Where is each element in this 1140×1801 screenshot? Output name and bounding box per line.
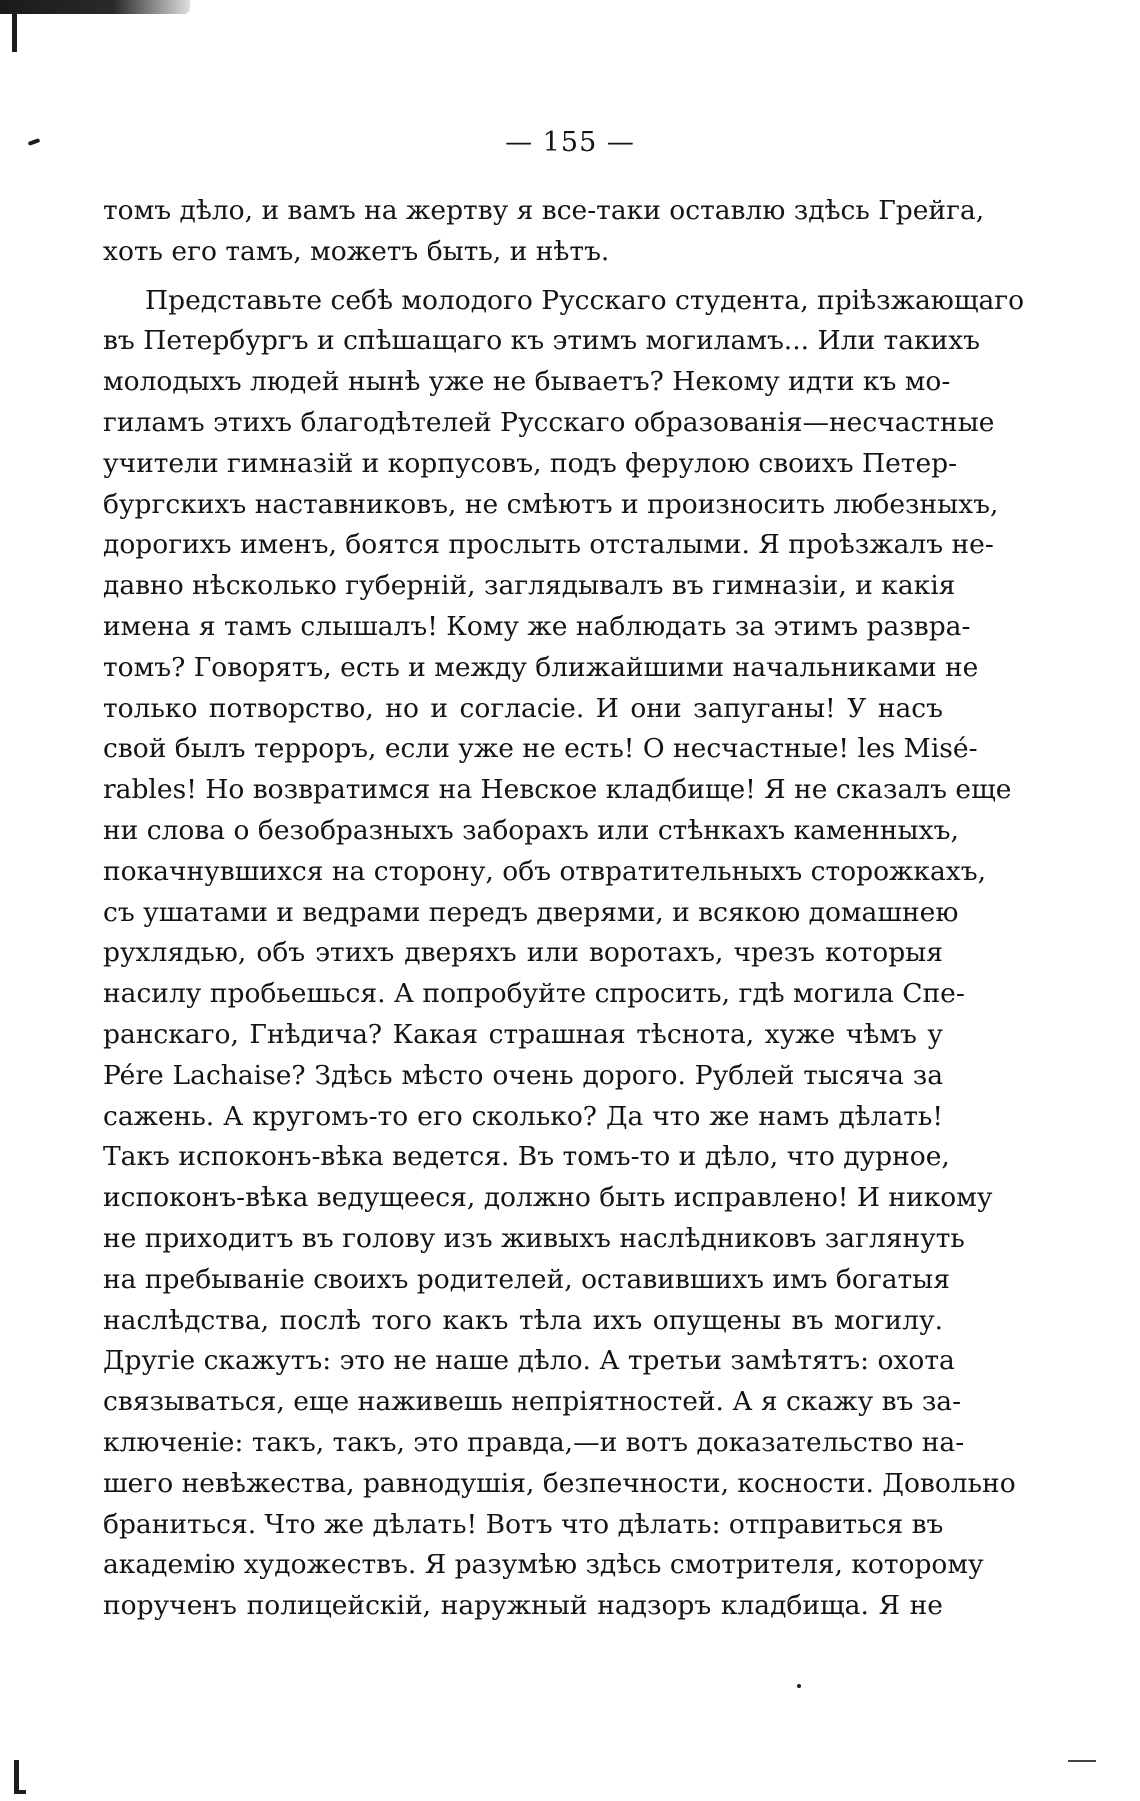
text-line: учители гимназій и корпусовъ, подъ ферулою своихъ Петер- xyxy=(103,447,958,479)
text-line: браниться. Что же дѣлать! Вотъ что дѣлать: отправиться въ xyxy=(103,1508,944,1540)
text-line: связываться, еще наживешь непріятностей. А я скажу въ за- xyxy=(103,1386,962,1418)
text-line: хоть его тамъ, можетъ быть, и нѣтъ. xyxy=(103,235,610,267)
text-line: Представьте себѣ молодого Русскаго студента, пріѣзжающаго xyxy=(145,284,1025,316)
text-line: порученъ полицейскій, наружный надзоръ кладбища. Я не xyxy=(103,1590,943,1622)
text-line: Такъ испоконъ-вѣка ведется. Въ томъ-то и дѣло, что дурное, xyxy=(103,1141,950,1173)
scan-edge-mark xyxy=(14,1760,19,1794)
paragraph xyxy=(103,281,1025,1627)
text-line: томъ дѣло, и вамъ на жертву я все-таки оставлю здѣсь Грейга, xyxy=(103,195,985,226)
text-line: Другіе скажутъ: это не наше дѣло. А третьи замѣтятъ: охота xyxy=(103,1345,955,1377)
text-line: давно нѣсколько губерній, заглядывалъ въ гимназіи, и какія xyxy=(103,570,956,602)
scan-edge-mark xyxy=(0,0,190,14)
text-line: дорогихъ именъ, боятся прослыть отсталыми. Я проѣзжалъ не- xyxy=(103,529,994,561)
text-line: ни слова о безобразныхъ заборахъ или стѣнкахъ каменныхъ, xyxy=(103,814,959,846)
text-line: rables! Но возвратимся на Невское кладбище! Я не сказалъ еще xyxy=(103,774,1012,806)
text-line: ранскаго, Гнѣдича? Какая страшная тѣснота, хуже чѣмъ у xyxy=(103,1018,943,1050)
text-line: ключеніе: такъ, такъ, это правда,—и вотъ доказательство на- xyxy=(103,1426,965,1458)
text-line: академію художествъ. Я разумѣю здѣсь смотрителя, которому xyxy=(103,1549,984,1581)
text-line: въ Петербургъ и спѣшащаго къ этимъ могиламъ... Или такихъ xyxy=(103,325,981,357)
text-line: бургскихъ наставниковъ, не смѣютъ и произносить любезныхъ, xyxy=(103,488,999,520)
body-text xyxy=(103,191,1025,1627)
text-line: сажень. А кругомъ-то его сколько? Да что же намъ дѣлать! xyxy=(103,1100,943,1132)
text-line: на пребываніе своихъ родителей, оставившихъ имъ богатыя xyxy=(103,1263,950,1295)
text-line: молодыхъ людей нынѣ уже не бываетъ? Некому идти къ мо- xyxy=(103,366,951,398)
text-line: имена я тамъ слышалъ! Кому же наблюдать за этимъ развра- xyxy=(103,610,971,642)
scan-edge-mark xyxy=(14,1790,26,1794)
text-line: шего невѣжества, равнодушія, безпечности, косности. Довольно xyxy=(103,1467,1016,1499)
text-line: покачнувшихся на сторону, объ отвратительныхъ сторожкахъ, xyxy=(103,855,987,887)
text-line: съ ушатами и ведрами передъ дверями, и всякою домашнею xyxy=(103,896,959,928)
text-line: испоконъ-вѣка ведущееся, должно быть исправлено! И никому xyxy=(103,1182,993,1214)
paragraph xyxy=(103,191,985,273)
text-line: томъ? Говорятъ, есть и между ближайшими начальниками не xyxy=(103,651,979,683)
page-number: — 155 — xyxy=(505,127,635,158)
text-line: гиламъ этихъ благодѣтелей Русскаго образованія—несчастные xyxy=(103,406,995,438)
text-line: наслѣдства, послѣ того какъ тѣла ихъ опущены въ могилу. xyxy=(103,1304,943,1336)
scan-edge-mark xyxy=(12,0,17,52)
text-line: рухлядью, объ этихъ дверяхъ или воротахъ, чрезъ которыя xyxy=(103,937,943,969)
text-line: не приходитъ въ голову изъ живыхъ наслѣдниковъ заглянуть xyxy=(103,1222,965,1254)
scan-speck xyxy=(1068,1760,1096,1762)
text-line: насилу пробьешься. А попробуйте спросить, гдѣ могила Спе- xyxy=(103,978,965,1010)
scan-speck xyxy=(797,1684,801,1688)
text-line: Pére Lachaise? Здѣсь мѣсто очень дорого. Рублей тысяча за xyxy=(103,1059,943,1091)
text-line: только потворство, но и согласіе. И они запуганы! У насъ xyxy=(103,692,943,724)
text-line: свой былъ терроръ, если уже не есть! О несчастные! les Misé- xyxy=(103,733,978,765)
